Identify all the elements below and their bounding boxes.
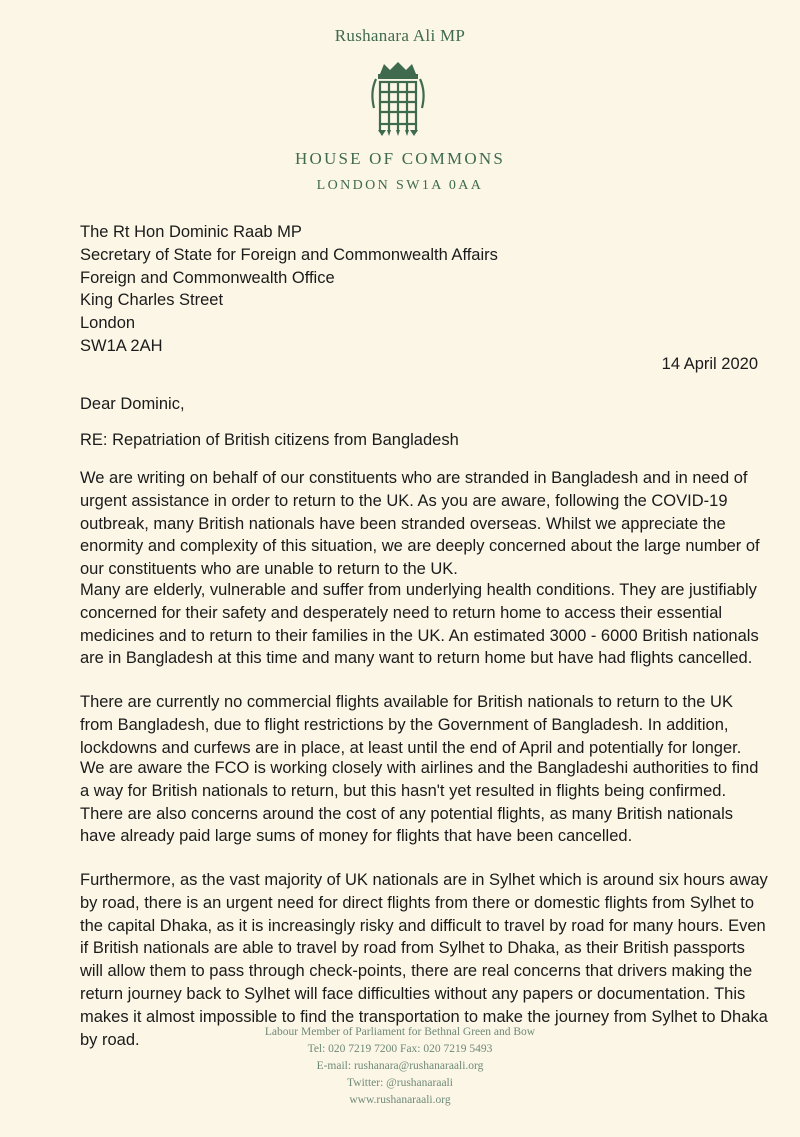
recipient-city: London xyxy=(80,314,136,333)
footer-phone: Tel: 020 7219 7200 Fax: 020 7219 5493 xyxy=(307,1043,493,1055)
letter-footer xyxy=(0,1024,800,1109)
body-paragraph-2: Many are elderly, vulnerable and suffer from underlying health conditions. They are justifiably concerned for their safety and desperately need to return home to access their essential medicines and to return to their families in the UK. An estimated 3000 - 6000 British nationals are in Bangladesh at this time and many want to return home but have had flights cancelled. xyxy=(80,581,759,668)
recipient-address xyxy=(80,221,498,358)
recipient-postcode: SW1A 2AH xyxy=(80,336,163,355)
footer-twitter: Twitter: @rushanaraali xyxy=(347,1077,453,1089)
letter-date: 14 April 2020 xyxy=(661,355,758,373)
body-paragraph-3: There are currently no commercial flights available for British nationals to return to the UK from Bangladesh, due to flight restrictions by the Government of Bangladesh. In addition, lockdowns and curfews are in place, at least until the end of April and potentially for longer. xyxy=(80,693,742,757)
mp-name: Rushanara Ali MP xyxy=(334,26,466,45)
footer-constituency: Labour Member of Parliament for Bethnal Green and Bow xyxy=(264,1026,536,1038)
recipient-name: The Rt Hon Dominic Raab MP xyxy=(80,223,302,241)
portcullis-icon xyxy=(366,60,430,136)
house-of-commons-heading: HOUSE OF COMMONS xyxy=(295,149,505,168)
recipient-street: King Charles Street xyxy=(80,291,224,310)
recipient-title: Secretary of State for Foreign and Commonwealth Affairs xyxy=(80,245,498,264)
body-paragraph-4: We are aware the FCO is working closely with airlines and the Bangladeshi authorities to find a way for British nationals to return, but this hasn't yet resulted in flights being confirmed. There are also concerns around the cost of any potential flights, as many British nationals have already paid large sums of money for flights that have been cancelled. xyxy=(80,759,759,846)
footer-email: E-mail: rushanara@rushanaraali.org xyxy=(316,1060,484,1072)
letterhead-address: LONDON SW1A 0AA xyxy=(316,178,484,193)
body-paragraph-1: We are writing on behalf of our constituents who are stranded in Bangladesh and in need of urgent assistance in order to return to the UK. As you are aware, following the COVID-19 outbreak, many British nationals have been stranded overseas. Whilst we appreciate the enormity and complexity of this situation, we are deeply concerned about the large number of our constituents who are unable to return to the UK. xyxy=(80,469,760,579)
body-paragraph-5: Furthermore, as the vast majority of UK nationals are in Sylhet which is around six hours away by road, there is an urgent need for direct flights from there or domestic flights from Sylhet to the capital Dhaka, as it is increasingly risky and difficult to travel by road for many hours. Even if British nationals are able to travel by road from Sylhet to Dhaka, as their British passports will allow them to pass through check-points, there are real concerns that drivers making the return journey back to Sylhet will face difficulties without any papers or documentation. This makes it almost impossible to find the transportation to make the journey from Sylhet to Dhaka by road. xyxy=(80,871,768,1049)
recipient-office: Foreign and Commonwealth Office xyxy=(80,268,335,287)
footer-website: www.rushanaraali.org xyxy=(349,1094,451,1106)
subject-line: RE: Repatriation of British citizens from Bangladesh xyxy=(80,431,459,449)
salutation: Dear Dominic, xyxy=(80,395,185,413)
